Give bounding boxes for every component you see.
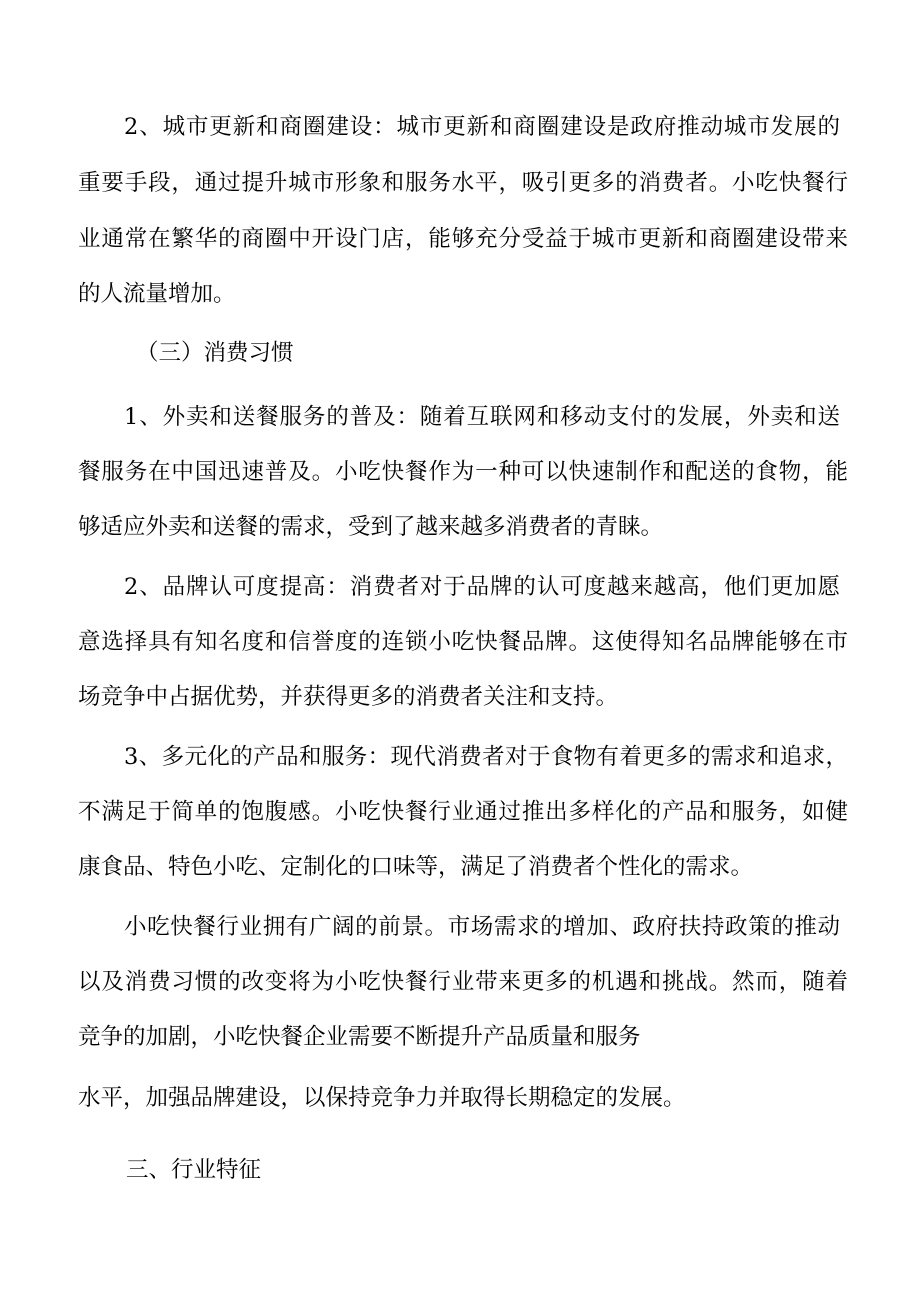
paragraph-line: 以及消费习惯的改变将为小吃快餐行业带来更多的机遇和挑战。然而，随着 [78,969,848,995]
paragraph-line: 意选择具有知名度和信誉度的连锁小吃快餐品牌。这使得知名品牌能够在市 [78,629,848,655]
section-heading: （三）消费习惯 [136,340,294,366]
paragraph-line: 3、多元化的产品和服务：现代消费者对于食物有着更多的需求和追求， [124,744,848,770]
paragraph-line: 康食品、特色小吃、定制化的口味等，满足了消费者个性化的需求。 [78,854,754,880]
paragraph-line: 餐服务在中国迅速普及。小吃快餐作为一种可以快速制作和配送的食物，能 [78,459,848,485]
paragraph-line: 够适应外卖和送餐的需求，受到了越来越多消费者的青睐。 [78,514,664,540]
paragraph-line: 水平，加强品牌建设，以保持竞争力并取得长期稳定的发展。 [78,1085,686,1111]
paragraph-line: 重要手段，通过提升城市形象和服务水平，吸引更多的消费者。小吃快餐行 [78,170,848,196]
paragraph-line: 2、城市更新和商圈建设：城市更新和商圈建设是政府推动城市发展的 [124,114,840,140]
paragraph-line: 的人流量增加。 [78,281,236,307]
paragraph-line: 2、品牌认可度提高：消费者对于品牌的认可度越来越高，他们更加愿 [124,574,840,600]
paragraph-line: 竞争的加剧，小吃快餐企业需要不断提升产品质量和服务 [78,1024,641,1050]
paragraph-line: 场竞争中占据优势，并获得更多的消费者关注和支持。 [78,684,619,710]
paragraph-line: 不满足于简单的饱腹感。小吃快餐行业通过推出多样化的产品和服务，如健 [78,799,848,825]
paragraph-line: 业通常在繁华的商圈中开设门店，能够充分受益于城市更新和商圈建设带来 [78,226,848,252]
paragraph-line: 1、外卖和送餐服务的普及：随着互联网和移动支付的发展，外卖和送 [124,404,840,430]
paragraph-line: 小吃快餐行业拥有广阔的前景。市场需求的增加、政府扶持政策的推动 [124,914,840,940]
section-heading: 三、行业特征 [126,1157,262,1183]
